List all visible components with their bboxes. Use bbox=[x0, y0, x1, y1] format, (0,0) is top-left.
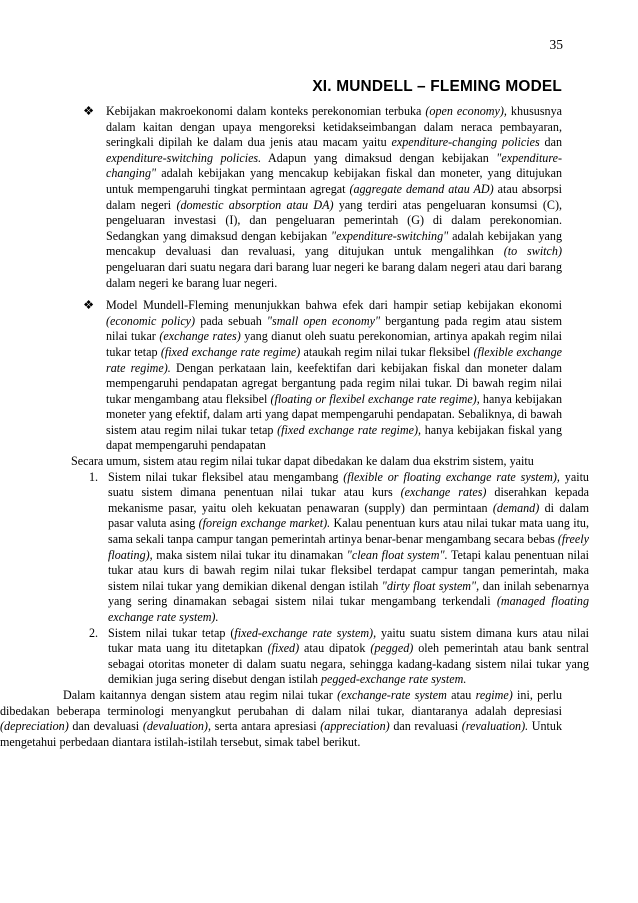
italic-term: (revaluation). bbox=[461, 719, 529, 734]
diamond-bullet-icon: ❖ bbox=[83, 298, 95, 313]
italic-term: "dirty float system", bbox=[381, 578, 480, 593]
italic-term: (exchange rates) bbox=[400, 485, 487, 500]
numbered-item-2 bbox=[0, 626, 589, 688]
document-body bbox=[0, 104, 590, 750]
italic-term: pegged-exchange rate system. bbox=[320, 672, 467, 687]
italic-term: (appreciation) bbox=[320, 719, 390, 734]
italic-term: (pegged) bbox=[370, 641, 414, 656]
italic-term: "clean float system". bbox=[346, 547, 448, 562]
italic-term: (foreign exchange market). bbox=[198, 516, 331, 531]
italic-term: (fixed exchange rate regime) bbox=[160, 344, 301, 359]
paragraph-exchange-rate-terminology: Dalam kaitannya dengan sistem atau regim nilai tukar (exchange-rate system atau regime) ini, perlu dibedakan beberapa terminologi menyangkut perubahan di dalam nilai tukar, diantaranya adalah depresiasi (depreciation) dan devaluasi (devaluation), serta antara apresiasi (appreciation) dan revaluasi (revaluation). Untuk mengetahui perbedaan diantara istilah-istilah tersebut, simak tabel berikut. bbox=[0, 687, 563, 749]
paragraph-fixed-exchange-rate: Sistem nilai tukar tetap (fixed-exchange rate system), yaitu suatu sistem dimana kurs atau nilai tukar mata uang itu ditetapkan (fixed) atau dipatok (pegged) oleh pemerintah atau bank sentral sebagai otoritas moneter di dalam suatu negara, sehingga kadang-kadang sistem nilai tukar yang demikian juga sering disebut dengan istilah pegged-exchange rate system. bbox=[108, 625, 590, 687]
italic-term: (floating or flexibel exchange rate regime), bbox=[270, 391, 480, 406]
italic-term: (to switch) bbox=[503, 244, 562, 259]
italic-term: (exchange rates) bbox=[159, 329, 241, 344]
italic-term: regime) bbox=[475, 687, 513, 702]
italic-term: expenditure-changing policies bbox=[391, 135, 540, 150]
italic-term: (fixed exchange rate regime), bbox=[277, 422, 422, 437]
diamond-bullet-icon: ❖ bbox=[83, 104, 95, 118]
chapter-heading: XI. MUNDELL – FLEMING MODEL bbox=[312, 78, 562, 95]
italic-term: (flexible exchange rate regime). bbox=[106, 344, 562, 375]
italic-term: fixed-exchange rate system), bbox=[234, 625, 377, 640]
page-number: 35 bbox=[549, 37, 563, 52]
italic-term: expenditure-switching policies. bbox=[106, 150, 262, 165]
italic-term: (open economy), bbox=[425, 104, 507, 118]
italic-term: (managed floating exchange rate system). bbox=[108, 594, 589, 624]
italic-term: "expenditure-switching" bbox=[331, 228, 449, 243]
paragraph-flexible-exchange-rate: Sistem nilai tukar fleksibel atau mengambang (flexible or floating exchange rate system), yaitu suatu sistem dimana penentuan nilai tukar atau kurs (exchange rates) diserahkan kepada mekanisme pasar, yaitu oleh kekuatan penawaran (supply) dan permintaan (demand) di dalam pasar valuta asing (foreign exchange market). Kalau penentuan kurs atau nilai tukar mata uang itu, sama sekali tanpa campur tangan pemerintah artinya benar-benar mengambang secara bebas (freely floating), maka sistem nilai tukar itu dinamakan "clean float system". Tetapi kalau penentuan nilai tukar atau kurs di bawah regim nilai tukar fleksibel terdapat campur tangan pemerintah, maka sistem nilai tukar yang demikian dikenal dengan istilah "dirty float system", dan inilah sebenarnya yang sering dinamakan sebagai sistem nilai tukar mengambang terkendali (managed floating exchange rate system). bbox=[108, 469, 590, 624]
bullet-paragraph-1 bbox=[83, 104, 563, 291]
item-number-2: 2. bbox=[89, 625, 99, 640]
italic-term: (devaluation), bbox=[142, 719, 211, 734]
paragraph-mundell-fleming-model: Model Mundell-Fleming menunjukkan bahwa efek dari hampir setiap kebijakan ekonomi (economic policy) pada sebuah "small open economy" bergantung pada regim atau sistem nilai tukar (exchange rates) yang dianut oleh suatu perekonomian, artinya apakah regim nilai tukar tetap (fixed exchange rate regime) ataukah regim nilai tukar fleksibel (flexible exchange rate regime). Dengan perkataan lain, keefektifan dari kebijakan fiskal dan moneter dalam mempengaruhi pendapatan agregat bergantung pada regim nilai tukar. Di bawah regim nilai tukar mengambang atau fleksibel (floating or flexibel exchange rate regime), hanya kebijakan moneter yang efektif, dalam arti yang dapat mempengaruhi pendapatan. Sebaliknya, di bawah sistem atau regim nilai tukar tetap (fixed exchange rate regime), hanya kebijakan fiskal yang dapat mempengaruhi pendapatan bbox=[106, 298, 563, 453]
italic-term: "expenditure- changing" bbox=[106, 150, 563, 181]
italic-term: (depreciation) bbox=[0, 719, 69, 734]
italic-term: (demand) bbox=[492, 500, 540, 515]
italic-term: "small open economy" bbox=[266, 313, 381, 328]
italic-term: (domestic absorption atau DA) bbox=[176, 197, 334, 212]
paragraph-expenditure-policies: Kebijakan makroekonomi dalam konteks perekonomian terbuka (open economy), khususnya dalam kaitan dengan upaya mengoreksi ketidakseimbangan dalam neraca pembayaran, seringkali dipilah ke dalam dua jenis atau macam yaitu expenditure-changing policies dan expenditure-switching policies. Adapun yang dimaksud dengan kebijakan "expenditure- changing" adalah kebijakan yang mencakup kebijakan fiskal dan moneter, yang ditujukan untuk mempengaruhi tingkat permintaan agregat (aggregate demand atau AD) atau absorpsi dalam negeri (domestic absorption atau DA) yang terdiri atas pengeluaran konsumsi (C), pengeluaran investasi (I), dan pengeluaran pemerintah (G) di dalam perekonomian. Sedangkan yang dimaksud dengan kebijakan "expenditure-switching" adalah kebijakan yang mencakup devaluasi dan revaluasi, yang ditujukan untuk mengalihkan (to switch) pengeluaran dari suatu negara dari barang luar negeri ke barang dalam negeri atau dari barang dalam negeri ke barang luar negeri. bbox=[106, 104, 563, 290]
bullet-paragraph-2 bbox=[71, 298, 563, 470]
italic-term: (flexible or floating exchange rate system), bbox=[343, 469, 560, 484]
item-number-1: 1. bbox=[89, 469, 99, 484]
italic-term: (economic policy) bbox=[106, 313, 196, 328]
italic-term: (exchange-rate system bbox=[337, 687, 447, 702]
italic-term: (freely floating), bbox=[108, 532, 589, 562]
numbered-item-1 bbox=[0, 470, 589, 626]
italic-term: (aggregate demand atau AD) bbox=[349, 181, 494, 196]
italic-term: (fixed) bbox=[267, 641, 300, 656]
paragraph-exchange-rate-systems-intro: Secara umum, sistem atau regim nilai tukar dapat dibedakan ke dalam dua ekstrim sistem, yaitu bbox=[71, 454, 534, 469]
